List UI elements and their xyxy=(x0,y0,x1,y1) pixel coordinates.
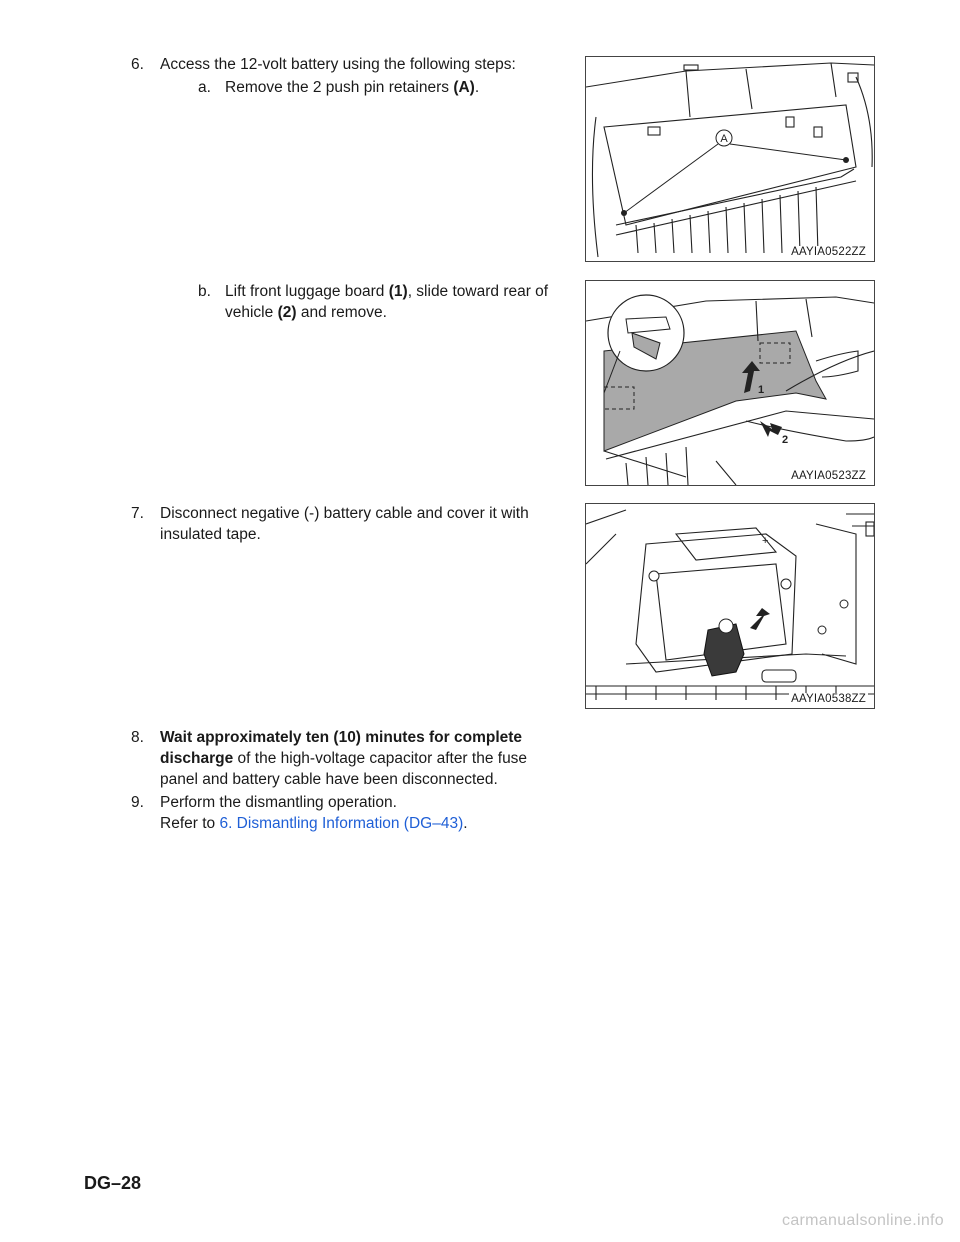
step-6-text: Access the 12-volt battery using the following steps: xyxy=(160,56,516,73)
callout-1: 1 xyxy=(758,384,765,396)
step-6b-line2: vehicle (2) and remove. xyxy=(225,304,387,321)
luggage-area-illustration xyxy=(586,57,874,261)
watermark: carmanualsonline.info xyxy=(782,1212,944,1229)
figure-battery-terminal xyxy=(585,503,875,709)
battery-illustration xyxy=(586,504,874,708)
step-9-number: 9. xyxy=(131,794,144,811)
luggage-board-illustration xyxy=(586,281,874,485)
step-8-line1: Wait approximately ten (10) minutes for complete xyxy=(160,729,523,746)
figure-3-label: AAYIA0538ZZ xyxy=(791,693,866,705)
step-9-line1: Perform the dismantling operation. xyxy=(160,794,397,811)
step-6b-line1: Lift front luggage board (1), slide toward rear of xyxy=(225,283,549,300)
step-8-number: 8. xyxy=(131,729,144,746)
plus-sign: + xyxy=(762,535,769,547)
page-number: DG–28 xyxy=(84,1173,142,1193)
figure-luggage-board xyxy=(585,280,875,486)
step-8-line3: panel and battery cable have been disconnected. xyxy=(160,771,498,788)
figure-push-pin-retainers xyxy=(585,56,875,262)
step-8-line2: discharge of the high-voltage capacitor after the fuse xyxy=(160,750,528,767)
step-6a-text: Remove the 2 push pin retainers (A). xyxy=(225,79,480,96)
step-6b-letter: b. xyxy=(198,283,211,300)
step-7-number: 7. xyxy=(131,505,144,522)
callout-2: 2 xyxy=(782,434,789,446)
step-7-line2: insulated tape. xyxy=(160,526,261,543)
step-9-line2: Refer to 6. Dismantling Information (DG–43). xyxy=(160,815,468,832)
dismantling-info-link[interactable]: 6. Dismantling Information (DG–43) xyxy=(219,815,464,832)
callout-a: A xyxy=(720,133,728,145)
figure-2-label: AAYIA0523ZZ xyxy=(791,470,866,482)
figure-1-label: AAYIA0522ZZ xyxy=(791,246,866,258)
step-6 xyxy=(131,54,144,75)
step-6-number: 6. xyxy=(131,56,144,73)
step-6a-letter: a. xyxy=(198,79,211,96)
step-7-line1: Disconnect negative (-) battery cable and cover it with xyxy=(160,505,529,522)
